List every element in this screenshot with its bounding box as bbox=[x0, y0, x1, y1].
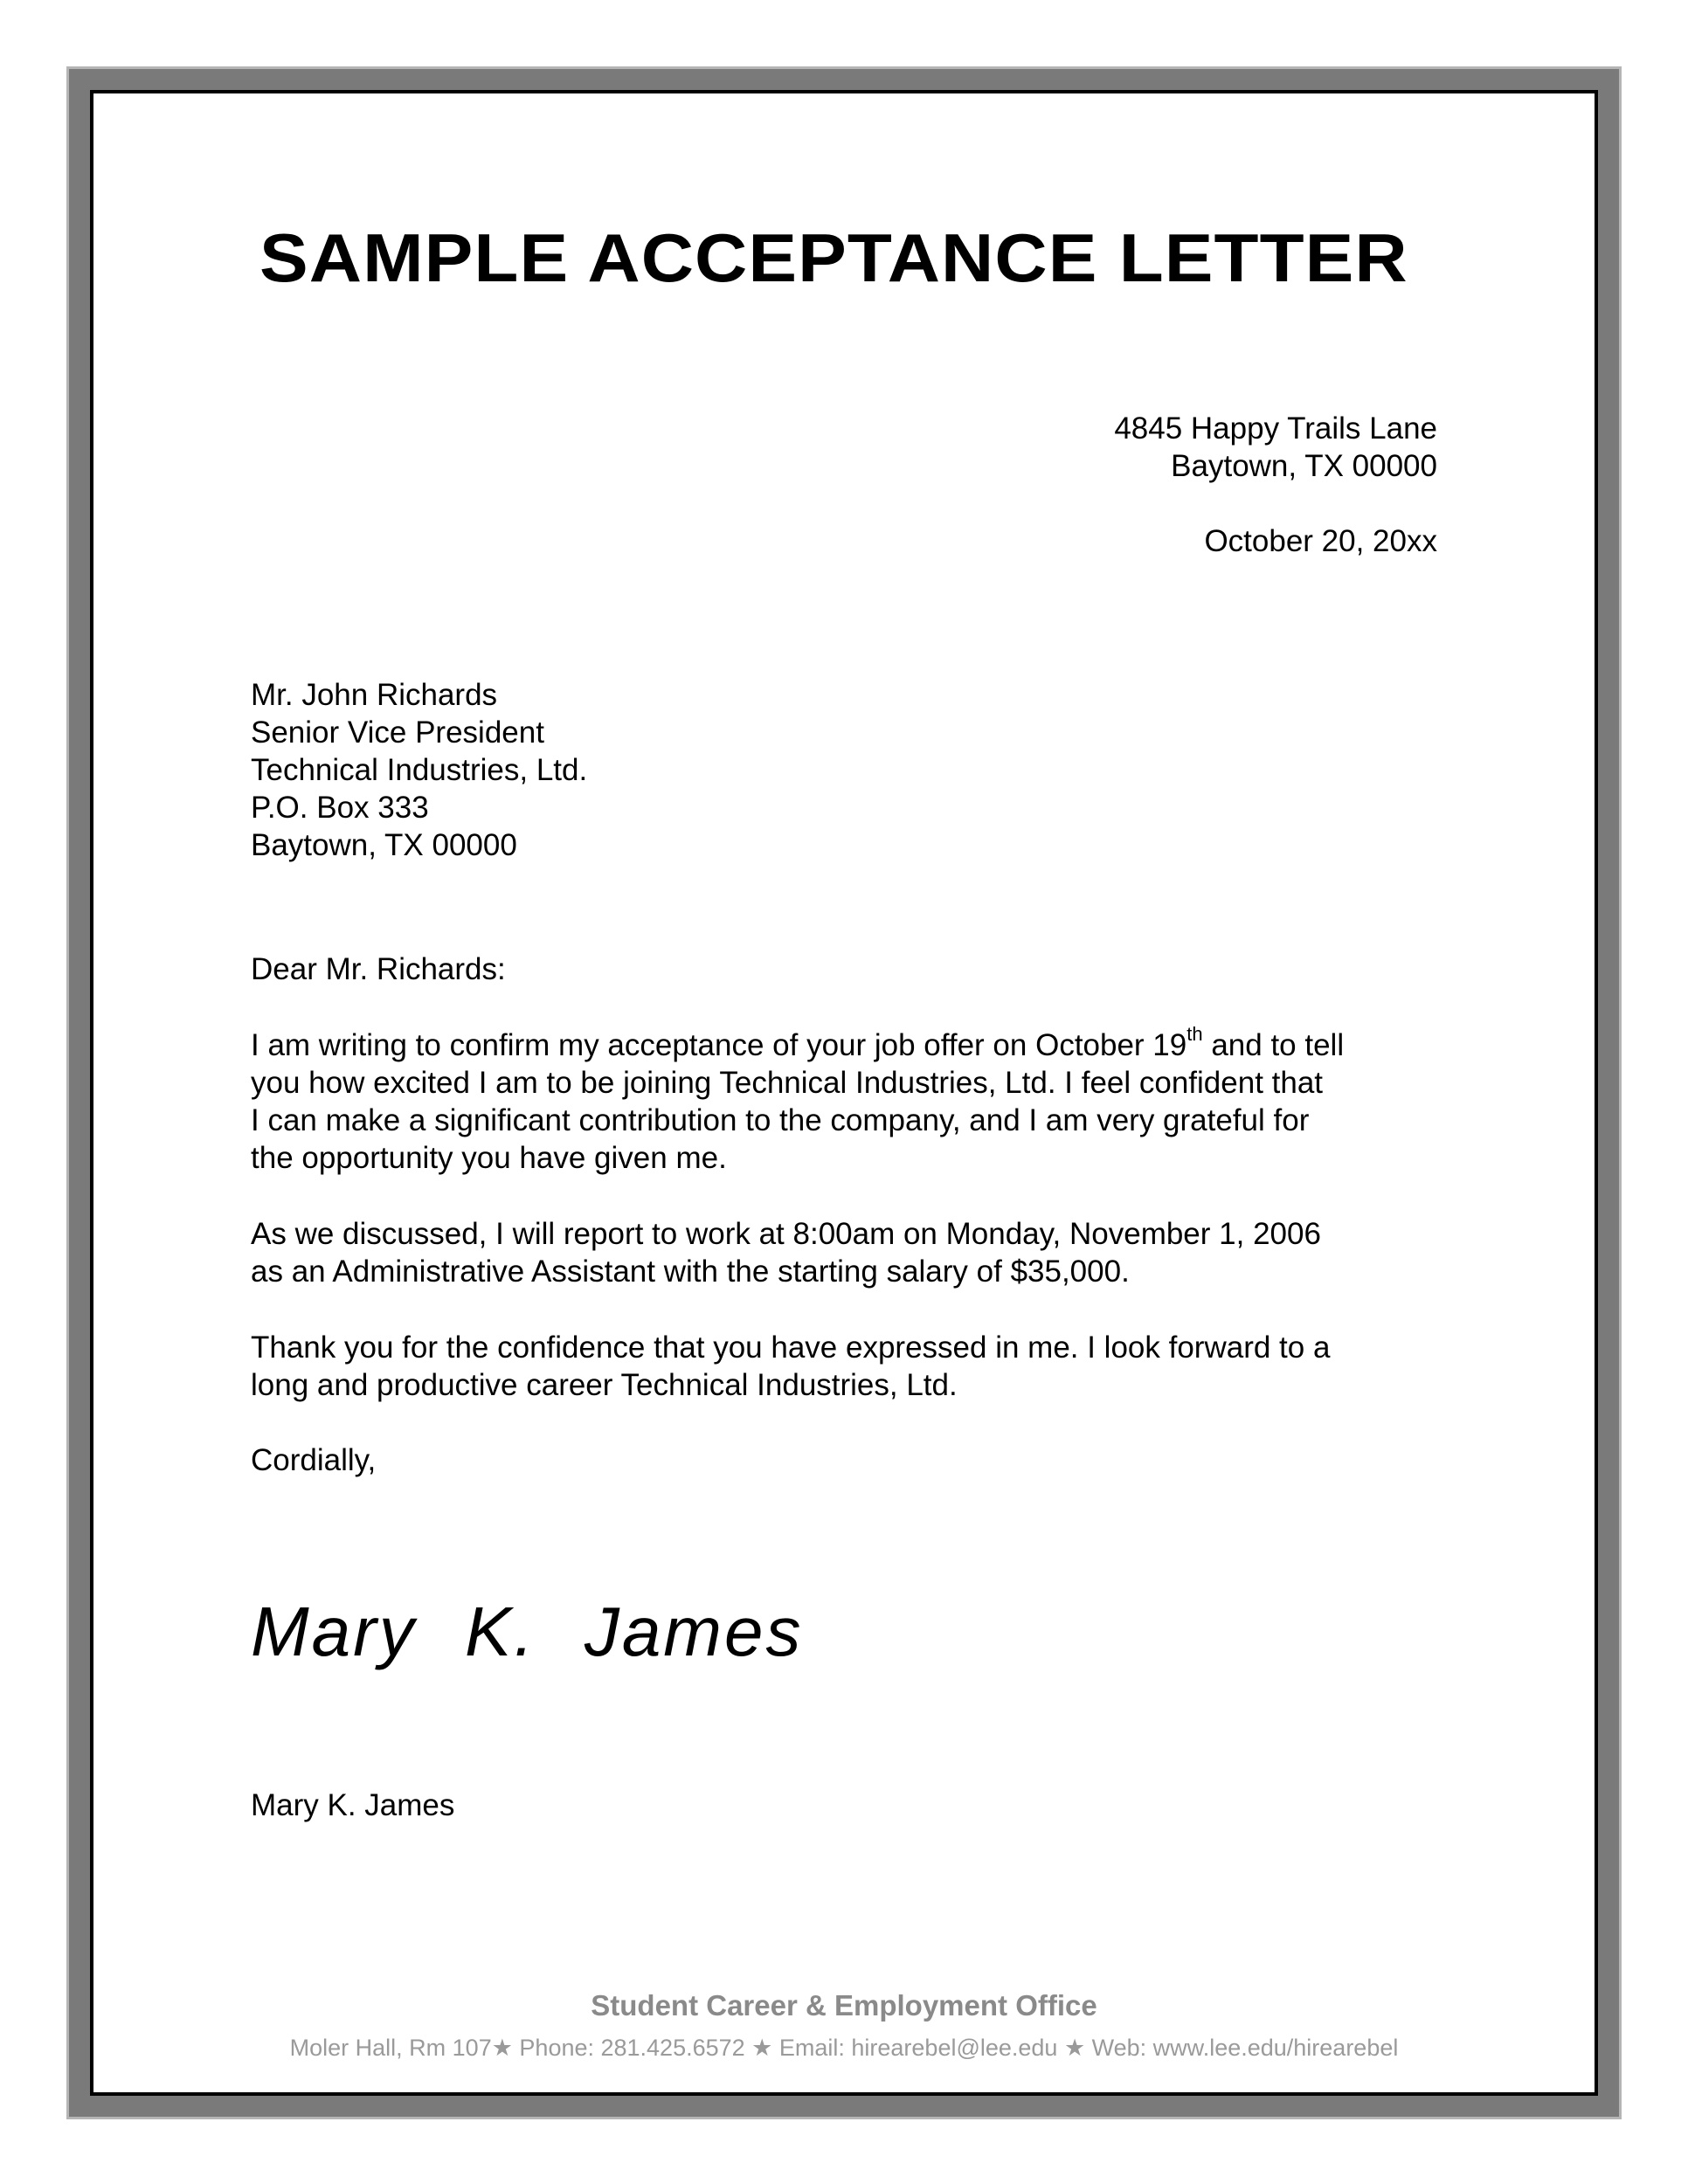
recipient-company: Technical Industries, Ltd. bbox=[251, 753, 588, 787]
letter-date: October 20, 20xx bbox=[1204, 524, 1437, 558]
paragraph-1-line-1 bbox=[251, 1023, 1345, 1064]
footer-contact-info: Moler Hall, Rm 107★ Phone: 281.425.6572 ★ Email: hirearebel@lee.edu ★ Web: www.lee.edu/hirearebel bbox=[289, 2035, 1399, 2061]
paragraph-2-line-1: As we discussed, I will report to work at 8:00am on Monday, November 1, 2006 bbox=[251, 1217, 1321, 1251]
letter-page bbox=[90, 90, 1598, 2096]
footer-office: Student Career & Employment Office bbox=[591, 1989, 1097, 2022]
sender-city: Baytown, TX 00000 bbox=[1171, 449, 1437, 483]
recipient-name: Mr. John Richards bbox=[251, 678, 498, 712]
recipient-position: Senior Vice President bbox=[251, 715, 544, 750]
paragraph-1-text: I am writing to confirm my acceptance of your job offer on October 19 bbox=[251, 1028, 1187, 1062]
paragraph-3-line-1: Thank you for the confidence that you have expressed in me. I look forward to a bbox=[251, 1330, 1331, 1365]
recipient-box: P.O. Box 333 bbox=[251, 791, 429, 825]
sender-street: 4845 Happy Trails Lane bbox=[1114, 411, 1437, 446]
paragraph-3-line-2: long and productive career Technical Industries, Ltd. bbox=[251, 1368, 958, 1402]
recipient-city: Baytown, TX 00000 bbox=[251, 828, 517, 862]
paragraph-1-line-4: the opportunity you have given me. bbox=[251, 1141, 727, 1175]
signature: Mary K. James bbox=[251, 1593, 804, 1670]
ordinal-suffix: th bbox=[1186, 1023, 1203, 1046]
closing: Cordially, bbox=[251, 1443, 377, 1477]
paragraph-1-line-2: you how excited I am to be joining Technical Industries, Ltd. I feel confident that bbox=[251, 1066, 1324, 1100]
page-border bbox=[66, 66, 1622, 2119]
signer-name: Mary K. James bbox=[251, 1788, 455, 1822]
paragraph-1-text-end: and to tell bbox=[1202, 1028, 1345, 1062]
paragraph-2-line-2: as an Administrative Assistant with the starting salary of $35,000. bbox=[251, 1254, 1130, 1289]
salutation: Dear Mr. Richards: bbox=[251, 952, 506, 986]
letter-title: SAMPLE ACCEPTANCE LETTER bbox=[259, 219, 1408, 296]
paragraph-1-line-3: I can make a significant contribution to the company, and I am very grateful for bbox=[251, 1103, 1310, 1137]
